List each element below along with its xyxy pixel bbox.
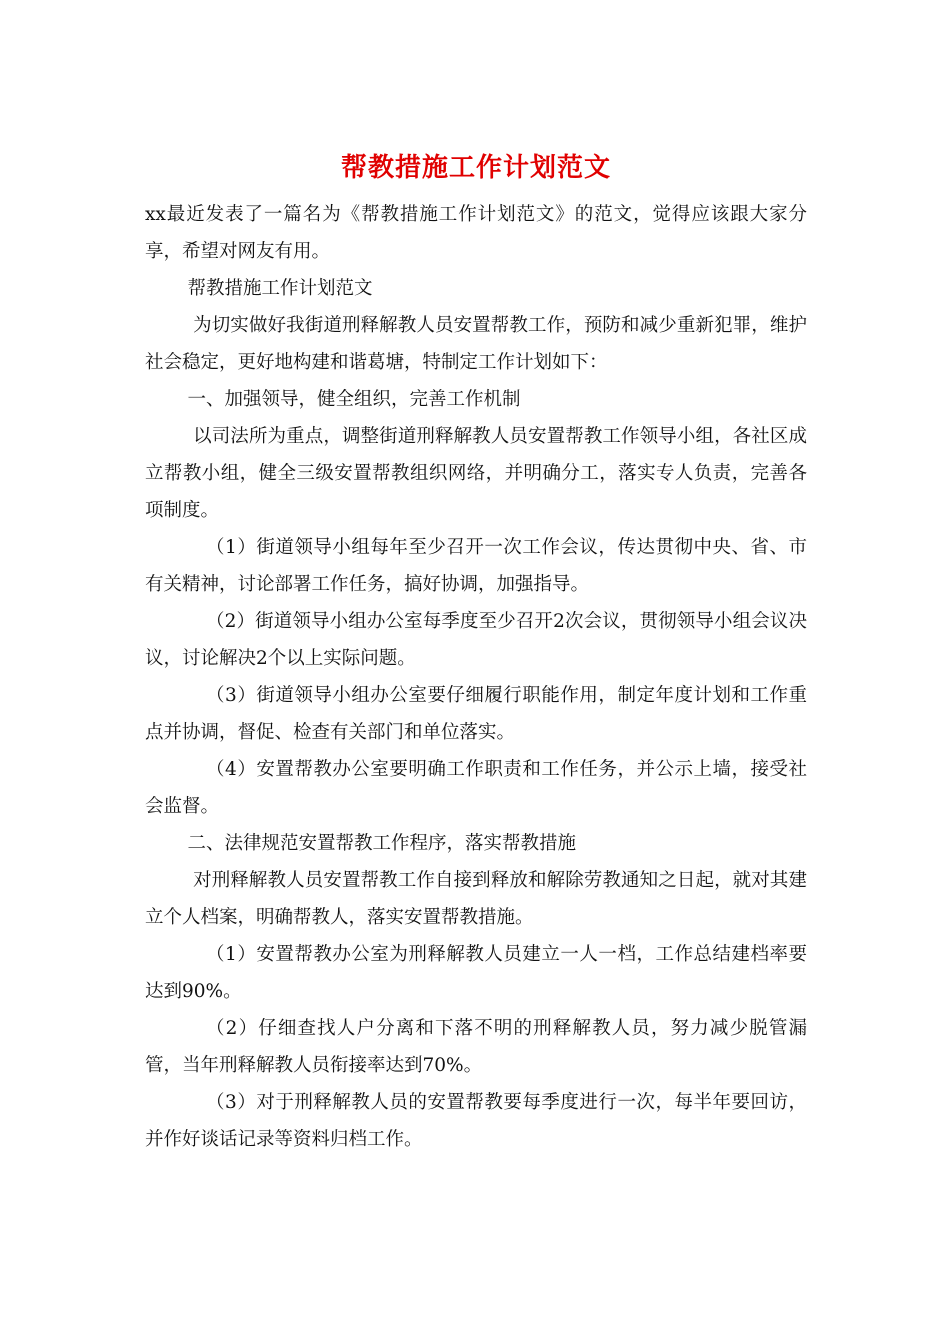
- section-1-item-1: （1）街道领导小组每年至少召开一次工作会议，传达贯彻中央、省、市有关精神，讨论部署工作任务，搞好协调，加强指导。: [145, 537, 807, 595]
- intro-paragraph: xx最近发表了一篇名为《帮教措施工作计划范文》的范文，觉得应该跟大家分享，希望对网友有用。: [145, 204, 807, 262]
- section-1-item-3: （3）街道领导小组办公室要仔细履行职能作用，制定年度计划和工作重点并协调，督促、检查有关部门和单位落实。: [145, 685, 807, 743]
- document-title: 帮教措施工作计划范文: [340, 153, 611, 183]
- opening-paragraph: 为切实做好我街道刑释解教人员安置帮教工作，预防和减少重新犯罪，维护社会稳定，更好地构建和谐葛塘，特制定工作计划如下：: [145, 315, 807, 373]
- section-1-item-2: （2）街道领导小组办公室每季度至少召开2次会议，贯彻领导小组会议决议，讨论解决2个以上实际问题。: [145, 611, 807, 669]
- section-heading-2: 二、法律规范安置帮教工作程序，落实帮教措施: [187, 833, 577, 854]
- section-2-item-3: （3）对于刑释解教人员的安置帮教要每季度进行一次，每半年要回访，并作好谈话记录等资料归档工作。: [145, 1092, 807, 1150]
- section-2-item-1: （1）安置帮教办公室为刑释解教人员建立一人一档，工作总结建档率要达到90%。: [145, 944, 807, 1002]
- subtitle-paragraph: 帮教措施工作计划范文: [187, 278, 373, 299]
- section-2-item-2: （2）仔细查找人户分离和下落不明的刑释解教人员，努力减少脱管漏管，当年刑释解教人员衔接率达到70%。: [145, 1018, 807, 1076]
- section-1-item-4: （4）安置帮教办公室要明确工作职责和工作任务，并公示上墙，接受社会监督。: [145, 759, 807, 817]
- document-body: [145, 196, 807, 1158]
- section-1-body: 以司法所为重点，调整街道刑释解教人员安置帮教工作领导小组，各社区成立帮教小组，健全三级安置帮教组织网络，并明确分工，落实专人负责，完善各项制度。: [145, 426, 807, 521]
- section-2-body: 对刑释解教人员安置帮教工作自接到释放和解除劳教通知之日起，就对其建立个人档案，明确帮教人，落实安置帮教措施。: [145, 870, 807, 928]
- section-heading-1: 一、加强领导，健全组织，完善工作机制: [187, 389, 521, 410]
